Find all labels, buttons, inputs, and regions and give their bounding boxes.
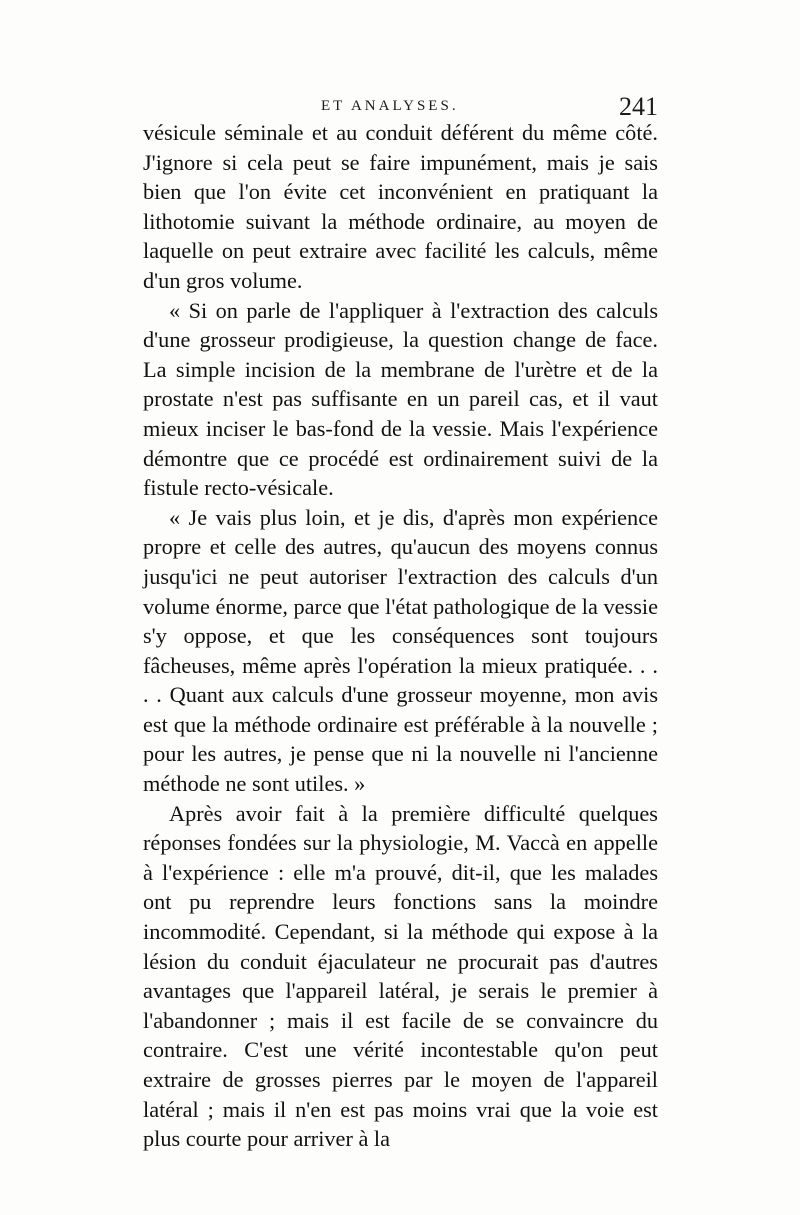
- paragraph-vacca: Après avoir fait à la première difficulté quelques réponses fondées sur la physiologie, M. Vaccà en appelle à l'expérience : elle m'a prouvé, dit-il, que les malades ont pu reprendre leurs fonctions sans la moindre incommodité. Cependant, si la méthode qui expose à la lésion du conduit éjaculateur ne procurait pas d'autres avantages que l'appareil latéral, je serais le premier à l'abandonner ; mais il est facile de se convaincre du contraire. C'est une vérité incontestable qu'on peut extraire de grosses pierres par le moyen de l'appareil latéral ; mais il n'en est pas moins vrai que la voie est plus courte pour arriver à la: [143, 800, 658, 1152]
- page-number: 241: [619, 92, 658, 121]
- paragraph-quote-2: « Je vais plus loin, et je dis, d'après mon expérience propre et celle des autres, qu'aucun des moyens connus jusqu'ici ne peut autoriser l'extraction des calculs d'un volume énorme, parce que l'état pathologique de la vessie s'y oppose, et que les conséquences sont toujours fâcheuses, même après l'opération la mieux pratiquée. . . . . Quant aux calculs d'une grosseur moyenne, mon avis est que la méthode ordinaire est préférable à la nouvelle ; pour les autres, je pense que ni la nouvelle ni l'ancienne méthode ne sont utiles. »: [143, 504, 658, 797]
- paragraph-continuation: vésicule séminale et au conduit déférent du même côté. J'ignore si cela peut se faire impunément, mais je sais bien que l'on évite cet inconvénient en pratiquant la lithotomie suivant la méthode ordinaire, au moyen de laquelle on peut extraire avec facilité les calculs, même d'un gros volume.: [143, 120, 658, 293]
- running-head: ET ANALYSES.: [321, 98, 459, 114]
- paragraph-quote-1: « Si on parle de l'appliquer à l'extraction des calculs d'une grosseur prodigieuse, la question change de face. La simple incision de la membrane de l'urètre et de la prostate n'est pas suffisante en un pareil cas, et il vaut mieux inciser le bas-fond de la vessie. Mais l'expérience démontre que ce procédé est ordinairement suivi de la fistule recto-vésicale.: [143, 297, 658, 501]
- body-text: [143, 118, 658, 1154]
